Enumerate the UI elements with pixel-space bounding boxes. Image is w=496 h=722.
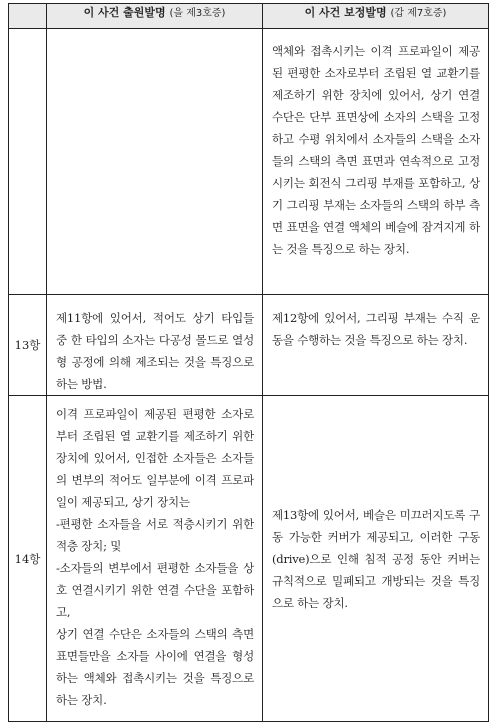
table-row (9, 295, 489, 396)
amended-claim-text: 제13항에 있어서, 베슬은 미끄러지도록 구동 가능한 커버가 제공되고, 이러한 구동(drive)으로 인해 침적 공정 동안 커버는 규칙적으로 밀폐되고 개방되는 것을 특징으로 하는 장치. (263, 396, 489, 722)
claim-number: 14항 (9, 396, 47, 722)
claim-number (9, 29, 47, 295)
claim-number: 13항 (9, 295, 47, 396)
claim-paragraph: -소자들의 변부에서 편평한 소자들을 상호 연결시키기 위한 연결 수단을 포함하고, (56, 561, 254, 619)
original-claim-text (47, 396, 263, 722)
header-original-evidence: (을 제3호증) (169, 8, 226, 19)
claim-paragraph: 이격 프로파일이 제공된 편평한 소자로부터 조립된 열 교환기를 제조하기 위한 장치에 있어서, 인접한 소자들은 소자들의 변부의 적어도 일부분에 이격 프로파일이 제공되고, 상기 장치는 (56, 407, 254, 509)
comparison-table (8, 3, 489, 722)
original-claim-text: 제11항에 있어서, 적어도 상기 타입들 중 한 타입의 소자는 다공성 몰드로 열성형 공정에 의해 제조되는 것을 특징으로 하는 방법. (47, 295, 263, 396)
table-row (9, 29, 489, 295)
amended-claim-text: 제12항에 있어서, 그리핑 부재는 수직 운동을 수행하는 것을 특징으로 하는 장치. (263, 295, 489, 396)
claim-paragraph: 상기 연결 수단은 소자들의 스택의 측면 표면들만을 소자들 사이에 연결을 형성하는 액체와 접촉시키는 것을 특징으로 하는 장치. (56, 627, 254, 707)
table-row (9, 396, 489, 722)
original-claim-text (47, 29, 263, 295)
header-original-invention (47, 4, 263, 29)
header-claim-number (9, 4, 47, 29)
header-amended-evidence: (갑 제7호증) (390, 8, 447, 19)
header-original-title: 이 사건 출원발명 (83, 6, 166, 19)
header-amended-invention (263, 4, 489, 29)
amended-claim-text: 액체와 접촉시키는 이격 프로파일이 제공된 편평한 소자로부터 조립된 열 교환기를 제조하기 위한 장치에 있어서, 상기 연결 수단은 단부 표면상에 소자의 스택을 고정하고 수평 위치에서 소자들의 스택을 소자들의 스택의 측면 표면과 연속적으로 고정시키는 회전식 그리핑 부재를 포함하고, 상기 그리핑 부재는 소자들의 스택의 하부 측면 표면을 연결 액체의 베슬에 잠겨지게 하는 것을 특징으로 하는 장치. (263, 29, 489, 295)
claim-paragraph: -편평한 소자들을 서로 적층시키기 위한 적층 장치; 및 (56, 517, 254, 553)
header-row (9, 4, 489, 29)
header-amended-title: 이 사건 보정발명 (304, 6, 387, 19)
